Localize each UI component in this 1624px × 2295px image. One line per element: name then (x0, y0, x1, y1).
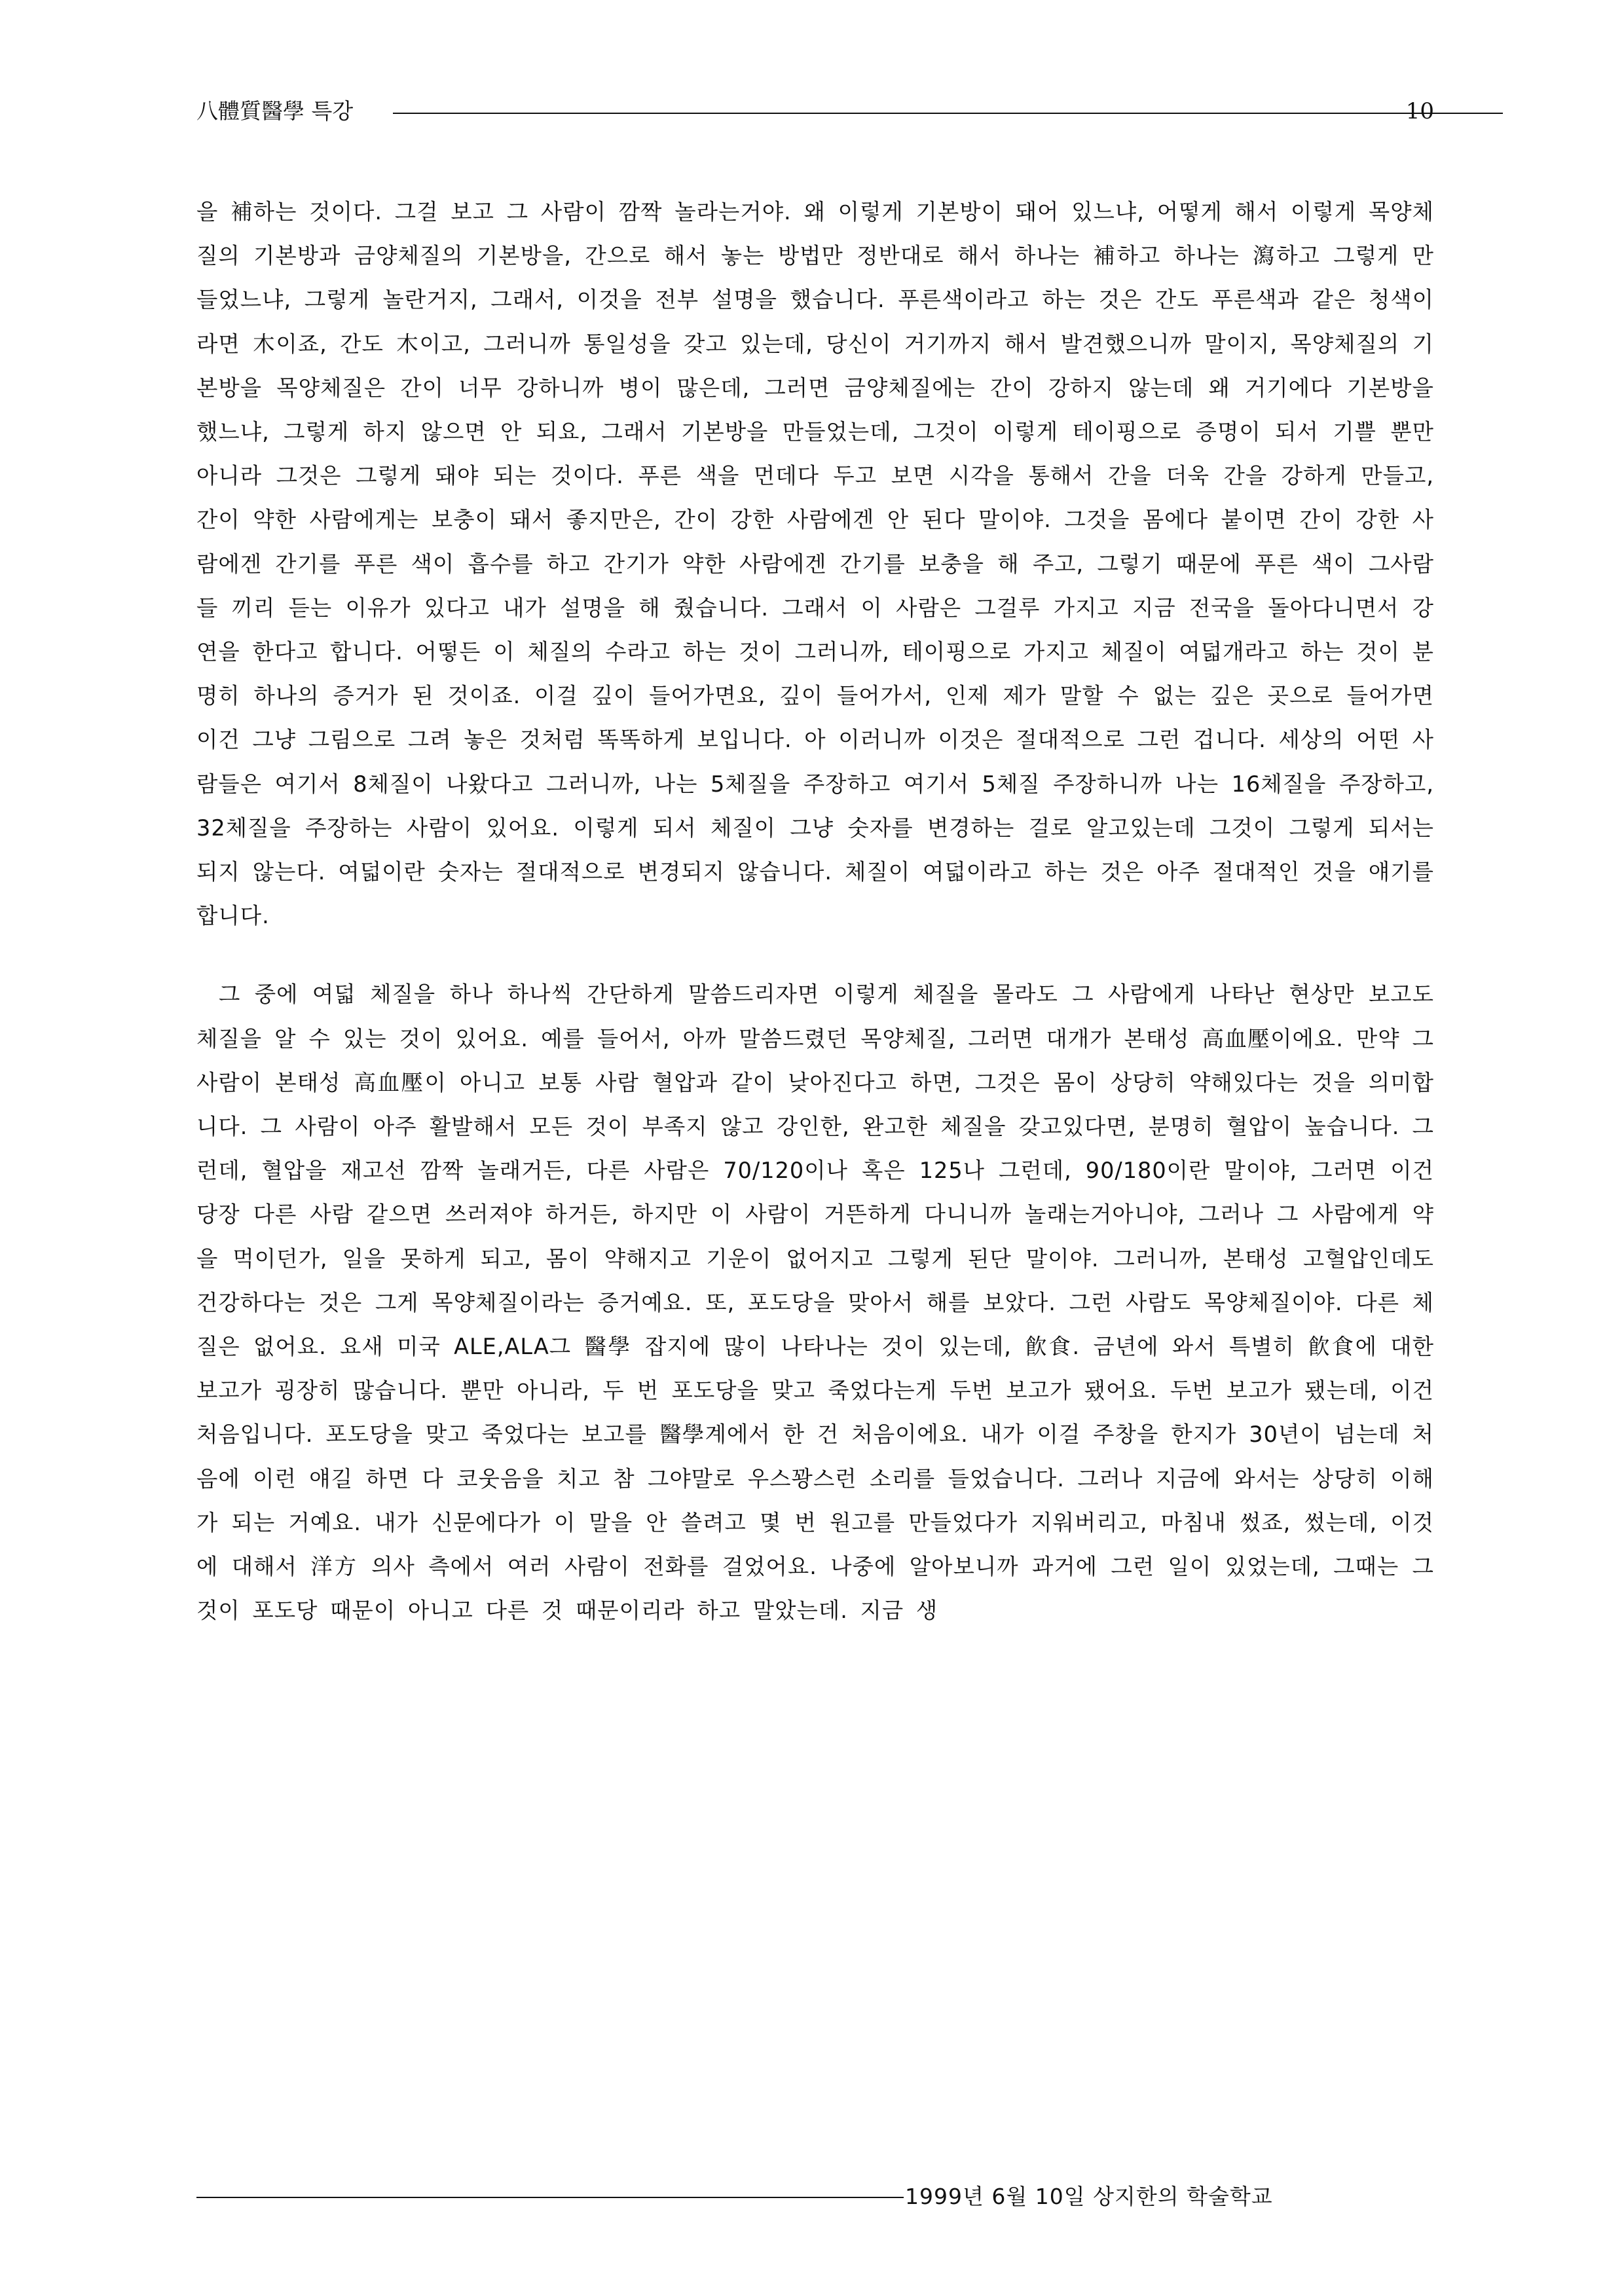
body-paragraph-2: 그 중에 여덟 체질을 하나 하나씩 간단하게 말씀드리자면 이렇게 체질을 몰라도 그 사람에게 나타난 현상만 보고도 체질을 알 수 있는 것이 있어요. 예를 들어서, 아까 말씀드렸던 목양체질, 그러면 대개가 본태성 高血壓이에요. 만약 그 사람이 본태성 高血壓이 아니고 보통 사람 혈압과 같이 낮아진다고 하면, 그것은 몸이 상당히 약해있다는 것을 의미합니다. 그 사람이 아주 활발해서 모든 것이 부족지 않고 강인한, 완고한 체질을 갖고있다면, 분명히 혈압이 높습니다. 그런데, 혈압을 재고선 깜짝 놀래거든, 다른 사람은 70/120이나 혹은 125나 그런데, 90/180이란 말이야, 그러면 이건 당장 다른 사람 같으면 쓰러져야 하거든, 하지만 이 사람이 거뜬하게 다니니까 놀래는거아니야, 그러나 그 사람에게 약을 먹이던가, 일을 못하게 되고, 몸이 약해지고 기운이 없어지고 그렇게 된단 말이야. 그러니까, 본태성 고혈압인데도 건강하다는 것은 그게 목양체질이라는 증거예요. 또, 포도당을 맞아서 해를 보았다. 그런 사람도 목양체질이야. 다른 체질은 없어요. 요새 미국 ALE,ALA그 醫學 잡지에 많이 나타나는 것이 있는데, 飮食. 금년에 와서 특별히 飮食에 대한 보고가 굉장히 많습니다. 뿐만 아니라, 두 번 포도당을 맞고 죽었다는게 두번 보고가 됐어요. 두번 보고가 됐는데, 이건 처음입니다. 포도당을 맞고 죽었다는 보고를 醫學계에서 한 건 처음이에요. 내가 이걸 주창을 한지가 30년이 넘는데 처음에 이런 얘길 하면 다 코웃음을 치고 참 그야말로 우스꽝스런 소리를 들었습니다. 그러나 지금에 와서는 상당히 이해가 되는 거예요. 내가 신문에다가 이 말을 안 쓸려고 몇 번 원고를 만들었다가 지워버리고, 마침내 썼죠, 썼는데, 이것에 대해서 洋方 의사 측에서 여러 사람이 전화를 걸었어요. 나중에 알아보니까 과거에 그런 일이 있었는데, 그때는 그것이 포도당 때문이 아니고 다른 것 때문이리라 하고 말았는데. 지금 생 (196, 982, 1434, 1624)
page-header (196, 97, 1434, 130)
body-paragraph-1: 을 補하는 것이다. 그걸 보고 그 사람이 깜짝 놀라는거야. 왜 이렇게 기본방이 돼어 있느냐, 어떻게 해서 이렇게 목양체질의 기본방과 금양체질의 기본방을, 간으로 해서 놓는 방법만 정반대로 해서 하나는 補하고 하나는 瀉하고 그렇게 만들었느냐, 그렇게 놀란거지, 그래서, 이것을 전부 설명을 했습니다. 푸른색이라고 하는 것은 간도 푸른색과 같은 청색이라면 木이죠, 간도 木이고, 그러니까 통일성을 갖고 있는데, 당신이 거기까지 해서 발견했으니까 말이지, 목양체질의 기본방을 목양체질은 간이 너무 강하니까 병이 많은데, 그러면 금양체질에는 간이 강하지 않는데 왜 거기에다 기본방을 했느냐, 그렇게 하지 않으면 안 되요, 그래서 기본방을 만들었는데, 그것이 이렇게 테이핑으로 증명이 되서 기쁠 뿐만 아니라 그것은 그렇게 돼야 되는 것이다. 푸른 색을 먼데다 두고 보면 시각을 통해서 간을 더욱 간을 강하게 만들고, 간이 약한 사람에게는 보충이 돼서 좋지만은, 간이 강한 사람에겐 안 된다 말이야. 그것을 몸에다 붙이면 간이 강한 사람에겐 간기를 푸른 색이 흡수를 하고 간기가 약한 사람에겐 간기를 보충을 해 주고, 그렇기 때문에 푸른 색이 그사람들 끼리 듣는 이유가 있다고 내가 설명을 해 줬습니다. 그래서 이 사람은 그걸루 가지고 지금 전국을 돌아다니면서 강연을 한다고 합니다. 어떻든 이 체질의 수라고 하는 것이 그러니까, 테이핑으로 가지고 체질이 여덟개라고 하는 것이 분명히 하나의 증거가 된 것이죠. 이걸 깊이 들어가면요, 깊이 들어가서, 인제 제가 말할 수 없는 깊은 곳으로 들어가면 이건 그냥 그림으로 그려 놓은 것처럼 똑똑하게 보입니다. 아 이러니까 이것은 절대적으로 그런 겁니다. 세상의 어떤 사람들은 여기서 8체질이 나왔다고 그러니까, 나는 5체질을 주장하고 여기서 5체질 주장하니까 나는 16체질을 주장하고, 32체질을 주장하는 사람이 있어요. 이렇게 되서 체질이 그냥 숫자를 변경하는 걸로 알고있는데 그것이 그렇게 되서는 되지 않는다. 여덟이란 숫자는 절대적으로 변경되지 않습니다. 체질이 여덟이라고 하는 것은 아주 절대적인 것을 얘기를 합니다. (196, 199, 1434, 929)
page-number: 10 (1405, 98, 1434, 124)
footer-text: 1999년 6월 10일 상지한의 학술학교 (905, 2184, 1273, 2209)
header-title: 八體質醫學 특강 (196, 97, 356, 126)
header-rule (393, 113, 1503, 114)
page-footer (196, 2180, 1434, 2213)
document-body (196, 190, 1434, 1633)
footer-rule (196, 2197, 904, 2198)
